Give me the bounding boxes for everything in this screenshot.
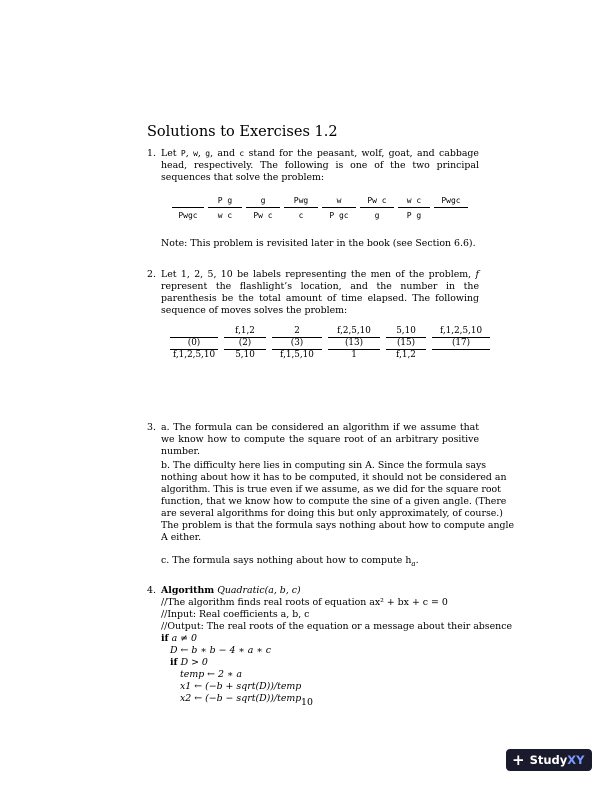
q3-part-c: c. The formula says nothing about how to compute $h_a$. [161,555,419,568]
q1-number: 1. [147,148,156,159]
q4-comment: //Input: Real coefficients a, b, c [161,609,310,620]
q3-b-line: The problem is that the formula says nothing about how to compute angle [161,520,515,531]
q2-move-4: f,2,5,10 (13) 1 [328,326,380,360]
q2-number: 2. [147,269,156,280]
q2-flashlight: f [475,269,479,280]
q4-x1: x1 ← (−b + sqrt(D))/temp [180,681,302,692]
q4-number: 4. [147,585,156,596]
q4-algorithm-header: Algorithm Quadratic(a, b, c) [161,585,301,596]
badge-suffix: XY [567,753,585,767]
q1-peasant: P [180,149,186,158]
badge-name: Study [529,753,568,767]
q3-b-line: A either. [161,532,202,543]
q3-number: 3. [147,422,156,433]
q1-state-2: P g w c [208,195,242,221]
q2-move-6: f,1,2,5,10 (17) [432,326,490,360]
q2-text [161,269,479,317]
q1-note: Note: This problem is revisited later in the book (see Section 6.6). [161,238,476,249]
q1-state-5: w P gc [322,195,356,221]
q1-wolf: w [193,149,198,158]
q4-x2: x2 ← (−b − sqrt(D))/temp [180,693,302,704]
q1-sep2: , [197,148,206,159]
q4-if-a: if a ≠ 0 [161,633,197,644]
q1-state-8: Pwgc [434,195,468,221]
q1-state-6: Pw c g [360,195,394,221]
q1-text-a: Let [161,148,181,159]
page-title: Solutions to Exercises 1.2 [147,124,338,140]
q3-b-line: nothing about how it has to be computed, it should not be considered an [161,472,507,483]
q1-state-4: Pwg c [284,195,318,221]
q4-comment: //The algorithm finds real roots of equation ax² + bx + c = 0 [161,597,448,608]
page-number: 10 [301,697,313,708]
q4-comment: //Output: The real roots of the equation or a message about their absence [161,621,513,632]
q3-b-line: are several algorithms for doing this but only approximately, of course.) [161,508,503,519]
q3-b-line: algorithm. This is true even if we assume, as we did for the square root [161,484,501,495]
q1-text-b: stand for the peasant, wolf, goat, and cabbage head, respectively. The following is one of the two principal sequences that solve the problem: [161,148,479,183]
q1-sep1: , [185,148,194,159]
q2-move-2: f,1,2 (2) 5,10 [224,326,266,360]
studyxy-badge[interactable] [506,749,592,771]
q3-b-line: function, that we know how to compute the sine of a given angle. (There [161,496,507,507]
q2-text-b: represent the flashlight’s location, and the number in the parenthesis be the total amount of time elapsed. The following sequence of moves solves the problem: [161,281,479,316]
q1-text [161,148,479,184]
q1-cabbage: c [239,149,245,158]
q2-text-a: Let 1, 2, 5, 10 be labels representing the men of the problem, [161,269,476,280]
plus-icon: + [512,750,525,769]
q4-if-d: if D > 0 [170,657,208,668]
q3-part-a: a. The formula can be considered an algorithm if we assume that we know how to compute the square root of an arbitrary positive number. [161,422,479,457]
q1-state-1: Pwgc [172,195,204,221]
q1-goat: g [205,149,211,158]
q1-state-3: g Pw c [246,195,280,221]
q4-temp: temp ← 2 ∗ a [180,669,242,680]
q3-b-line: b. The difficulty here lies in computing sin A. Since the formula says [161,460,487,471]
q2-move-5: 5,10 (15) f,1,2 [386,326,426,360]
q1-state-7: w c P g [398,195,430,221]
q4-assign-d: D ← b ∗ b − 4 ∗ a ∗ c [170,645,271,656]
q1-sep3: , and [210,148,240,159]
q2-move-3: 2 (3) f,1,5,10 [272,326,322,360]
q2-move-1: (0) f,1,2,5,10 [170,326,218,360]
